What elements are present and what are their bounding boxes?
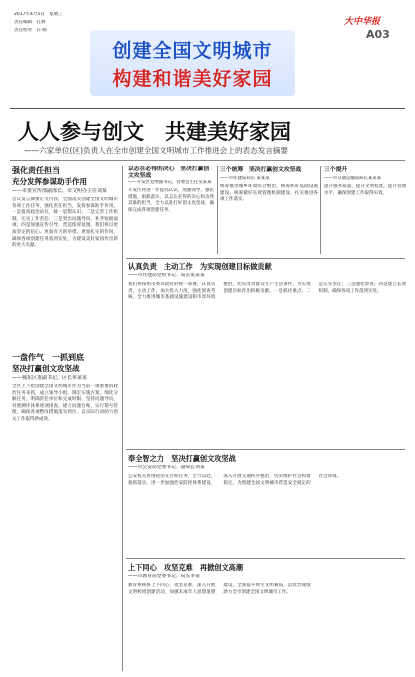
section-title: 上下同心 攻坚克难 再掀创文高潮 — [128, 563, 244, 572]
section-body: 开发区将进一步提高认识，加强领导，强化措施，狠抓落实，以志在必得的决心和舍我其谁的担当，全力以赴打好创文攻坚战，确保完成各项创建任务。 — [128, 188, 214, 213]
column-divider — [122, 166, 123, 671]
section-title: 三个提升 — [324, 167, 348, 173]
headline-rule — [10, 160, 405, 161]
section-body: 提升服务质量，提升文明程度，提升管理水平，确保创建工作取得实效。 — [324, 184, 406, 196]
section-title: 三个统筹 坚决打赢创文攻坚战 — [220, 167, 302, 173]
section-byline: ——城东区委副书记、区长单某某 — [12, 375, 88, 381]
column-left — [12, 166, 118, 671]
column-divider — [320, 166, 321, 254]
section-subtitle: 充分发挥参谋助手作用 — [12, 177, 87, 186]
section-body: 教育系统将上下同心，攻坚克难，深入开展文明校园创建活动，加强未成年人思想道德建设，全面提升师生文明素质，以优异成绩助力全市创建全国文明城市工作。 — [128, 583, 311, 595]
section-body: 公安机关将围绕创文目标任务，全力以赴，狠抓落实，进一步加强治安防控体系建设，深入开展交通秩序整治，切实维护社会和谐稳定，为创建全国文明城市营造安全稳定的社会环境。 — [128, 474, 342, 486]
main-headline: 人人参与创文 共建美好家园 — [18, 120, 291, 144]
section-title: 一盘作气 一抓到底 — [12, 353, 84, 362]
block-rule — [126, 558, 405, 559]
editor-line: 责任编辑 孔林 — [14, 20, 46, 25]
banner-line-1: 创建全国文明城市 — [112, 40, 273, 62]
section-block-devzone — [128, 166, 214, 256]
banner — [90, 30, 295, 96]
section-body: 会议发言摘要正文内容，全面落实创建全国文明城市各项工作任务，强化责任担当，发挥参谋助手作用。一是提高政治站位，统一思想认识；二是完善工作机制，压实工作责任；三是突出问题导向，补齐短板弱项；四是加强宣传引导，营造浓厚氛围。我们将以更加坚定的信心、更加有力的举措、更加扎实的作风，确保各项创建任务落到实处，为建设美好家园作出新的更大贡献。 — [12, 197, 118, 249]
block-rule — [126, 258, 405, 259]
date-line: 2017年4月5日 星期三 — [14, 12, 63, 17]
section-byline: ——开发区党委副书记、管委会主任吴某某 — [128, 180, 212, 185]
column-divider — [217, 166, 218, 254]
paper-logo: 大中华报 — [344, 17, 381, 27]
section-byline: ——市住建局局长 某某某 — [220, 176, 270, 181]
section-body: 统筹推进城乡环境综合整治，统筹抓好基础设施建设，统筹做好长效管理机制建设，扎实推进各项工作落实。 — [220, 184, 318, 203]
section-title: 奉全智之力 坚决打赢创文攻坚战 — [128, 454, 236, 463]
section-byline: ——市交通运输局局长某某某 — [324, 176, 382, 181]
section-byline: ——市教育局党委书记、局长李某 — [128, 574, 200, 579]
section-block-police — [128, 454, 406, 554]
masthead-rule — [10, 108, 405, 109]
section-subtitle: 坚决打赢创文攻坚战 — [12, 364, 80, 373]
section-block-housing — [220, 166, 318, 256]
page-number: A03 — [366, 28, 390, 41]
section-byline: ——市委宣传部副部长、市文明办主任刘某 — [12, 188, 108, 194]
section-byline: ——市住建局党组书记、局长张某某 — [128, 273, 205, 278]
block-rule — [126, 449, 405, 450]
section-body: 我们将按照市委市政府的统一部署，认真负责，主动工作，加大投入力度，强化督查考核，全力推进城市基础设施建设和市容环境整治，切实改善群众生产生活条件，为实现创建目标作出积极贡献。一是抓住重点；二是压实责任；三是强化督查；四是建立长效机制，确保各项工作落到实处。 — [128, 282, 406, 301]
section-block-education — [128, 563, 406, 671]
section-byline: ——市公安局党委书记、副局长刘某 — [128, 465, 205, 470]
section-title: 认真负责 主动工作 为实现创建目标做贡献 — [128, 262, 272, 271]
section-title: 强化责任担当 — [12, 166, 60, 175]
masthead — [0, 0, 415, 110]
banner-line-2: 构建和谐美好家园 — [112, 68, 273, 90]
proof-line: 责任校对 日 晴 — [14, 28, 47, 33]
headline-subtitle: ——六家单位(区)负责人在全市创建全国文明城市工作推进会上的表态发言摘要 — [24, 146, 289, 155]
section-title: 以志在必得的决心 坚决打赢创文攻坚战 — [128, 166, 210, 179]
section-block-commitment — [128, 262, 406, 352]
section-block-transport — [324, 166, 406, 256]
section-body: 全区上下把创建全国文明城市作为当前一项重要的政治任务来抓，成立领导小组，制定实施方案，细化分解任务，明确责任单位和完成时限。坚持问题导向，对照测评体系逐项排查，建立问题台账，实行销号管理，确保各项整改措施落实到位，以实际行动助力创文工作取得新成效。 — [12, 384, 118, 422]
